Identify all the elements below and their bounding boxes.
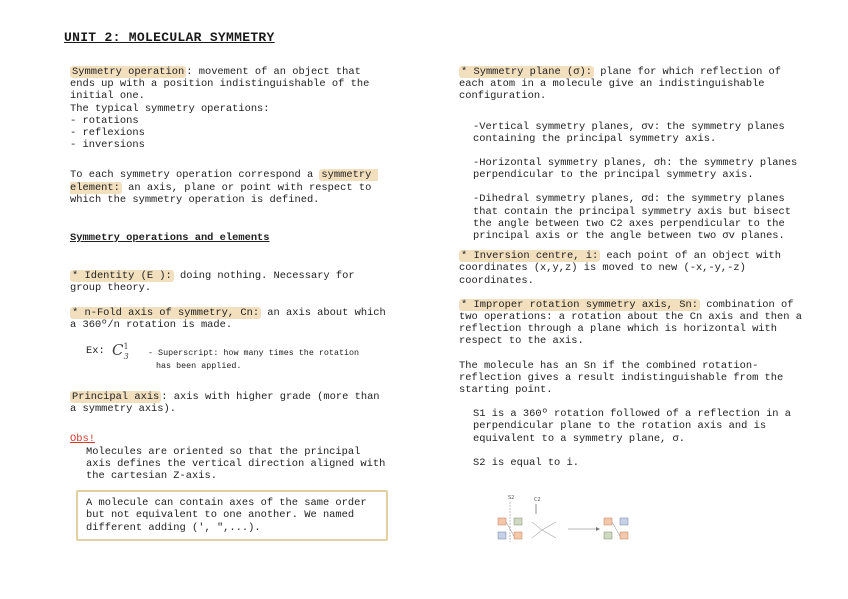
obs-text: Molecules are oriented so that the principal axis defines the vertical direction aligned with the cartesian Z-axis. [86,445,392,483]
symmetry-plane-definition [459,66,804,103]
principal-axis-term: Principal axis [72,391,160,404]
atom-box-br-3 [604,518,612,525]
atom-box-cl-3 [620,518,628,525]
bond-3 [542,522,556,530]
correspond-text-a: To each symmetry operation correspond a [70,169,320,182]
example-symbol [112,341,129,363]
improper-rotation-text: combination of two operations: a rotation about the Cn axis and then a reflection through a plane which is horizontal with respect to the axis. [459,298,809,348]
atom-box-cl-1 [514,518,522,525]
page-title: UNIT 2: MOLECULAR SYMMETRY [64,30,275,45]
example-note [148,347,388,373]
improper-rotation-definition [459,298,809,348]
correspond-text-b: an axis, plane or point with respect to which the symmetry operation is defined. [70,181,378,206]
example-row [70,343,388,379]
diagram-label-c2: C2 [534,497,541,503]
symmetry-plane-text: plane for which reflection of each atom in a molecule give an indistinguishable configuration. [459,66,788,103]
symmetry-operation-term: Symmetry operation [72,66,185,78]
diagram-label-s2: S2 [508,495,515,501]
left-column [70,66,393,541]
principal-axis-definition [70,391,388,415]
inversion-centre-term: * Inversion centre, i: [461,250,599,263]
symmetry-plane-term: * Symmetry plane (σ): [461,66,592,78]
identity-definition [70,270,388,294]
s1-text: S1 is a 360º rotation followed of a reflection in a perpendicular plane to the rotation axis and is equivalent to a symmetry plane, σ. [473,408,798,445]
nfold-axis-definition [70,306,393,331]
section-heading: Symmetry operations and elements [70,232,270,245]
dihedral-planes: -Dihedral symmetry planes, σd: the symmetry planes that contain the principal symmetry axis but bisect the angle between two C2 axes perpendicular to the principal axis or the angle between two σv planes. [473,193,798,243]
horizontal-planes: -Horizontal symmetry planes, σh: the symmetry planes perpendicular to the principal symmetry axis. [473,157,804,182]
note-box-text: A molecule can contain axes of the same order but not equivalent to one another. We named different adding (', ",...). [86,497,373,534]
improper-rotation-term: * Improper rotation symmetry axis, Sn: [461,298,698,311]
symbol-superscript: 1 [123,342,129,352]
typical-ops-intro: The typical symmetry operations: [70,102,270,115]
atom-box-br-1 [498,518,506,525]
inversion-centre-definition [459,250,804,287]
sn-text: The molecule has an Sn if the combined rotation-reflection gives a result indistinguishable from the starting point. [459,359,790,397]
note-box [76,490,388,541]
bond-6 [612,522,620,536]
right-column [459,66,809,469]
bond-4 [542,530,556,538]
transform-arrowhead [596,527,600,531]
symbol-subscript: 3 [123,352,129,362]
atom-box-cl-2 [498,532,506,539]
nfold-axis-term: * n-Fold axis of symmetry, Cn: [72,306,260,319]
example-label: Ex: [86,345,105,358]
obs-label: Obs! [70,433,95,446]
nfold-axis-text: an axis about which a 360º/n rotation is made. [70,306,393,331]
op-inversions: - inversions [70,139,145,152]
example-note-line2: has been applied. [156,361,242,372]
symmetry-operation-definition [70,66,388,103]
s2-molecule-diagram [496,492,636,544]
principal-axis-text: : axis with higher grade (more than a symmetry axis). [70,391,386,416]
op-reflexions: - reflexions [70,127,145,140]
symbol-base: C [112,341,124,360]
symmetry-element-definition [70,169,388,206]
identity-term: * Identity (E ): [72,270,172,283]
inversion-centre-text: each point of an object with coordinates (x,y,z) is moved to new (-x,-y,-z) coordinates. [459,250,788,287]
bond-5 [532,530,542,538]
op-rotations: - rotations [70,114,139,127]
s2-text: S2 is equal to i. [473,456,580,469]
atom-box-cl-4 [604,532,612,539]
example-note-line1: - Superscript: how many times the rotation [148,348,360,359]
identity-text: doing nothing. Necessary for group theory. [70,270,361,295]
vertical-planes: -Vertical symmetry planes, σv: the symmetry planes containing the principal symmetry axis. [473,120,792,145]
atom-box-br-4 [620,532,628,539]
symmetry-element-term: symmetry element: [70,169,378,194]
symmetry-operation-text: : movement of an object that ends up with a position indistinguishable of the initial one. [70,66,376,103]
bond-2 [532,522,542,530]
atom-box-br-2 [514,532,522,539]
